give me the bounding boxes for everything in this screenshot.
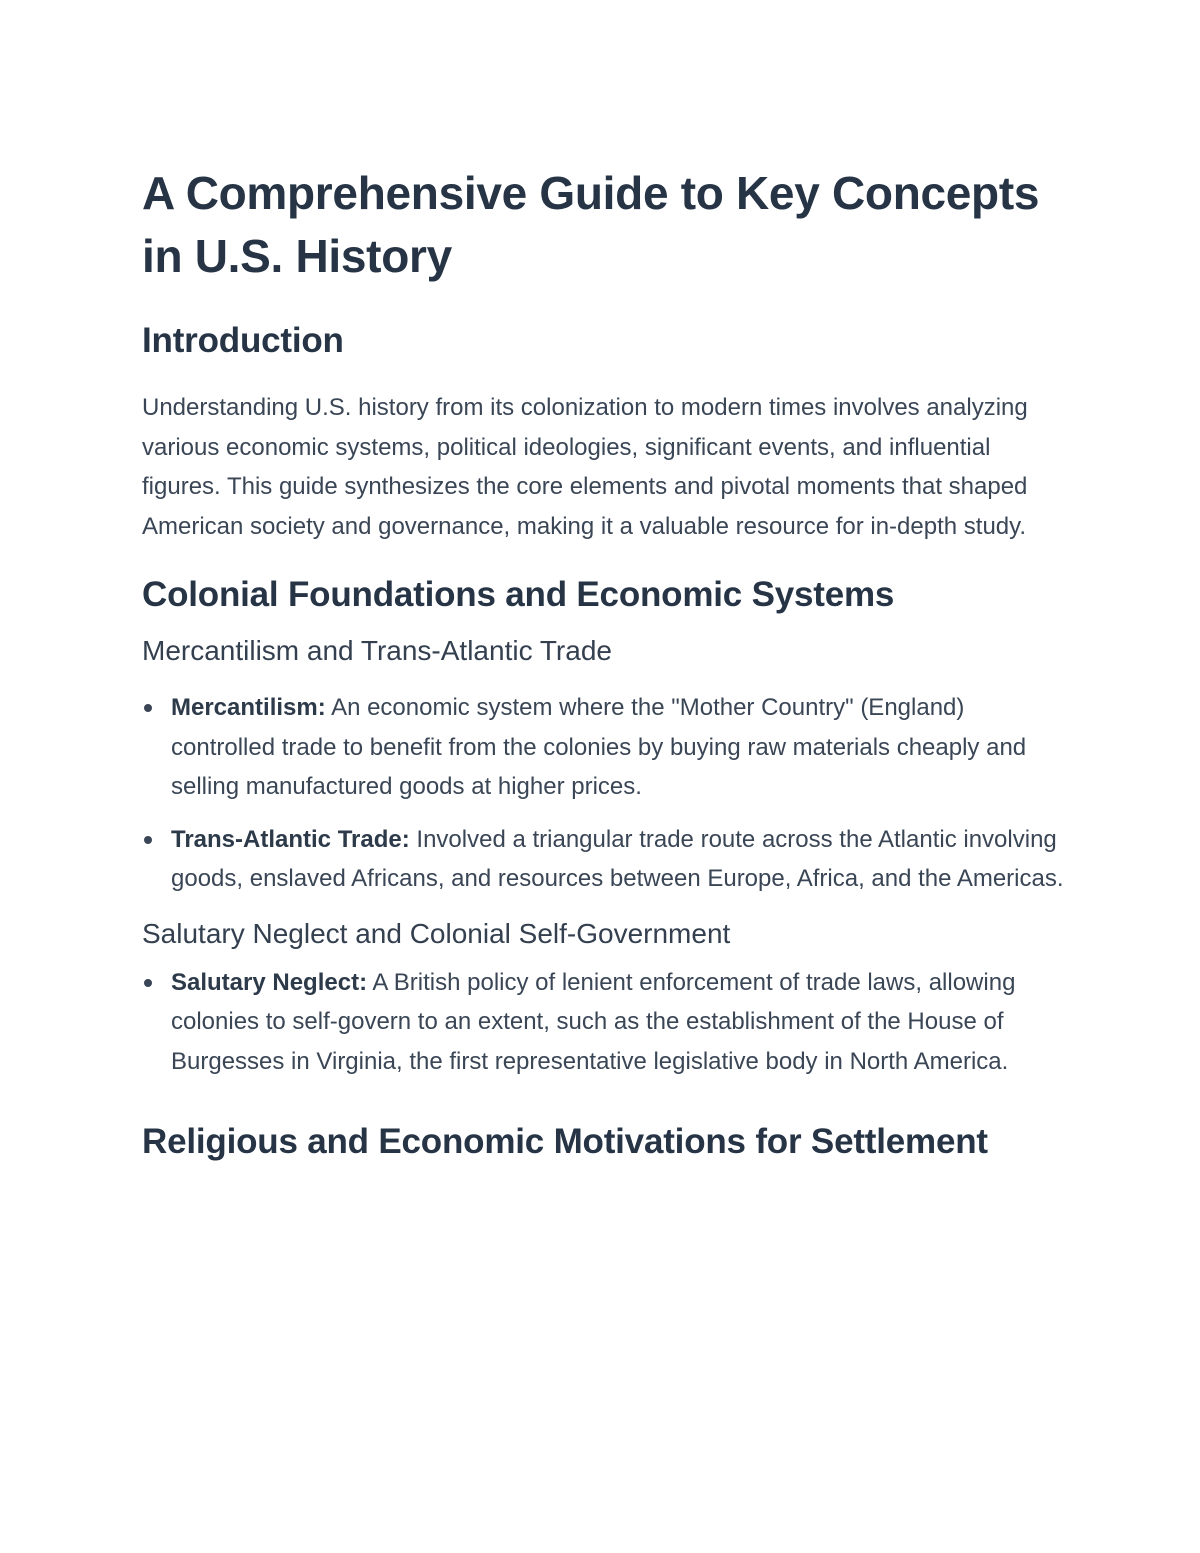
bullet-icon	[144, 704, 152, 712]
document-title: A Comprehensive Guide to Key Concepts in U.S. History	[142, 167, 1040, 282]
list-item-term: Trans-Atlantic Trade:	[171, 825, 410, 853]
bullet-icon	[144, 836, 152, 844]
salutary-neglect-subheading: Salutary Neglect and Colonial Self-Government	[142, 917, 731, 949]
list-item-text: Involved a triangular trade route across the Atlantic involving goods, enslaved Africans, and resources between Europe, Africa, and the Americas.	[171, 825, 1064, 892]
list-item	[142, 688, 1072, 807]
introduction-paragraph: Understanding U.S. history from its colonization to modern times involves analyzing various economic systems, political ideologies, significant events, and influential figures. This guide synthesizes the core elements and pivotal moments that shaped American society and governance, making it a valuable resource for in-depth study.	[142, 394, 1028, 540]
colonial-foundations-heading: Colonial Foundations and Economic Systems	[142, 575, 895, 614]
mercantilism-subheading: Mercantilism and Trans-Atlantic Trade	[142, 635, 612, 666]
mercantilism-list	[142, 688, 1072, 899]
religious-economic-heading: Religious and Economic Motivations for Settlement	[142, 1122, 988, 1161]
document-page	[142, 162, 1072, 1170]
salutary-neglect-list	[142, 963, 1072, 1082]
list-item-text: A British policy of lenient enforcement of trade laws, allowing colonies to self-govern to an extent, such as the establishment of the House of Burgesses in Virginia, the first representative legislative body in North America.	[171, 968, 1016, 1075]
list-item-term: Salutary Neglect:	[171, 968, 368, 996]
list-item	[142, 820, 1072, 899]
list-item-term: Mercantilism:	[171, 694, 326, 721]
bullet-icon	[144, 979, 152, 987]
list-item-text: An economic system where the "Mother Country" (England) controlled trade to benefit from the colonies by buying raw materials cheaply and selling manufactured goods at higher prices.	[171, 694, 1027, 800]
introduction-heading: Introduction	[142, 321, 344, 360]
list-item	[142, 963, 1072, 1082]
